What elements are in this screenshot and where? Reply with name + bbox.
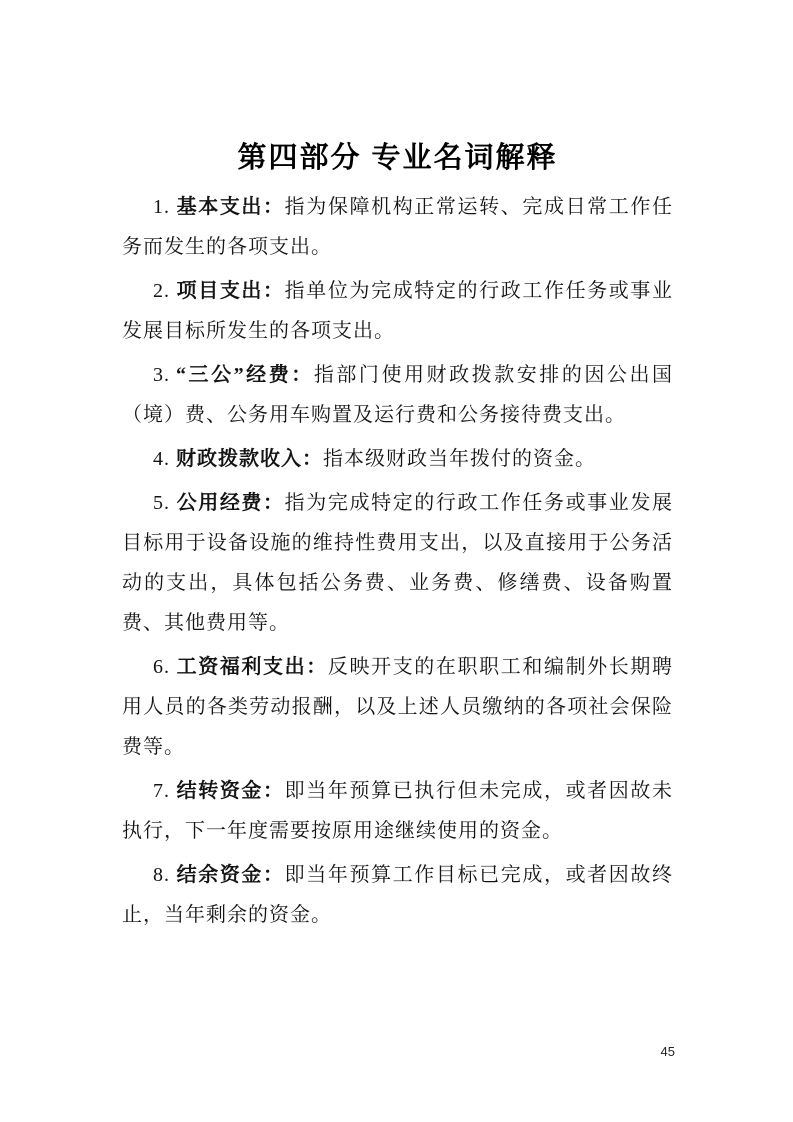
- term-label: 项目支出：: [176, 280, 285, 302]
- term-label: 结余资金：: [176, 864, 285, 886]
- term-definition-paragraph: [122, 355, 673, 435]
- page-title: 第四部分 专业名词解释: [237, 142, 558, 174]
- term-definition-text: 反映开支的在职职工和编制外长期聘用人员的各类劳动报酬，以及上述人员缴纳的各项社会保险费等。: [122, 656, 674, 758]
- term-definition-text: 即当年预算工作目标已完成，或者因故终止，当年剩余的资金。: [122, 864, 674, 926]
- term-number: 6.: [153, 656, 170, 678]
- term-definition-text: 指为完成特定的行政工作任务或事业发展目标用于设备设施的维持性费用支出，以及直接用于公务活动的支出，具体包括公务费、业务费、修缮费、设备购置费、其他费用等。: [122, 492, 674, 634]
- term-label: 公用经费：: [176, 492, 285, 514]
- term-definition-text: 即当年预算已执行但未完成，或者因故未执行，下一年度需要按原用途继续使用的资金。: [122, 780, 674, 842]
- term-definition-paragraph: [122, 483, 673, 643]
- terms-list: [122, 187, 673, 935]
- term-definition-text: 指单位为完成特定的行政工作任务或事业发展目标所发生的各项支出。: [122, 280, 674, 342]
- term-definition-paragraph: [122, 771, 673, 851]
- page-content: [122, 139, 673, 939]
- term-label: 结转资金：: [176, 780, 285, 802]
- term-definition-paragraph: [122, 647, 673, 767]
- term-number: 3.: [153, 364, 170, 386]
- term-definition-paragraph: [122, 187, 673, 267]
- term-definition-paragraph: [122, 271, 673, 351]
- term-number: 5.: [153, 492, 170, 514]
- term-number: 4.: [153, 448, 170, 470]
- term-number: 7.: [153, 780, 170, 802]
- term-number: 2.: [153, 280, 170, 302]
- term-number: 8.: [153, 864, 170, 886]
- term-label: 财政拨款收入：: [176, 448, 323, 470]
- term-definition-text: 指部门使用财政拨款安排的因公出国（境）费、公务用车购置及运行费和公务接待费支出。: [122, 364, 674, 426]
- term-definition-text: 指为保障机构正常运转、完成日常工作任务而发生的各项支出。: [122, 196, 674, 258]
- term-label: “三公”经费：: [176, 364, 314, 386]
- term-label: 基本支出：: [176, 196, 285, 218]
- term-definition-text: 指本级财政当年拨付的资金。: [323, 448, 596, 470]
- term-label: 工资福利支出：: [176, 656, 328, 678]
- term-definition-paragraph: [122, 855, 673, 935]
- page-number: 45: [660, 1044, 675, 1059]
- term-number: 1.: [153, 196, 170, 218]
- term-definition-paragraph: [122, 439, 673, 479]
